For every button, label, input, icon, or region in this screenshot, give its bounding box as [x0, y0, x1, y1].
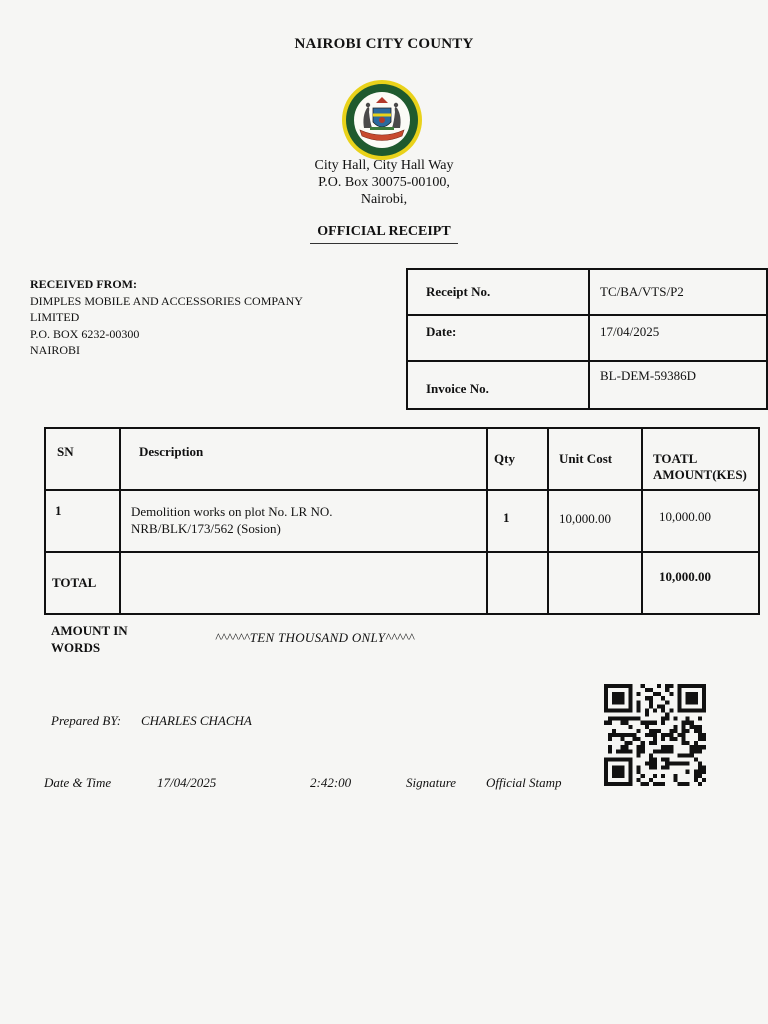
date-value: 17/04/2025: [589, 315, 767, 361]
document-title: OFFICIAL RECEIPT: [310, 224, 458, 244]
payer-line: DIMPLES MOBILE AND ACCESSORIES COMPANY: [30, 293, 303, 308]
address-line: City Hall, City Hall Way: [314, 158, 454, 173]
prepared-by-label: Prepared BY:: [51, 713, 122, 728]
qr-code-icon: [601, 684, 709, 786]
amount-in-words-label-line: AMOUNT IN: [51, 623, 128, 638]
receipt-meta-table: [406, 268, 768, 410]
row-qty: 1: [487, 490, 548, 552]
col-unit-cost-header: Unit Cost: [548, 428, 642, 490]
meta-row-receipt: [407, 269, 767, 315]
meta-row-invoice: [407, 361, 767, 409]
receipt-no-value: TC/BA/VTS/P2: [589, 269, 767, 315]
total-label: TOTAL: [45, 552, 120, 614]
received-from-label: RECEIVED FROM:: [30, 277, 137, 291]
description-line: Demolition works on plot No. LR NO.: [131, 504, 333, 519]
description-line: NRB/BLK/173/562 (Sosion): [131, 521, 281, 536]
row-description: [120, 490, 487, 552]
total-amount: 10,000.00: [642, 552, 759, 614]
meta-row-date: [407, 315, 767, 361]
receipt-no-label: Receipt No.: [407, 269, 589, 315]
col-description-header: Description: [120, 428, 487, 490]
payer-line: LIMITED: [30, 310, 80, 324]
total-empty-cell: [120, 552, 487, 614]
row-sn: 1: [45, 490, 120, 552]
table-total-row: [45, 552, 759, 614]
prepared-by-name: CHARLES CHACHA: [141, 713, 252, 728]
org-title: NAIROBI CITY COUNTY: [294, 36, 474, 52]
table-row: [45, 490, 759, 552]
payer-line: P.O. BOX 6232-00300: [30, 326, 140, 341]
row-unit-cost: 10,000.00: [548, 490, 642, 552]
invoice-no-value: BL-DEM-59386D: [589, 361, 767, 409]
address-line: P.O. Box 30075-00100,: [318, 175, 450, 190]
date-label: Date:: [407, 315, 589, 361]
official-stamp-label: Official Stamp: [486, 775, 562, 790]
amount-in-words-label-line: WORDS: [51, 640, 101, 655]
address-line: Nairobi,: [360, 192, 408, 207]
amount-in-words-value: ^^^^^^TEN THOUSAND ONLY^^^^^: [215, 630, 415, 645]
items-table: [44, 427, 760, 615]
payer-line: NAIROBI: [30, 343, 80, 357]
total-empty-cell: [548, 552, 642, 614]
col-sn-header: SN: [45, 428, 120, 490]
amount-in-words-label: [51, 622, 128, 656]
signature-label: Signature: [406, 775, 457, 790]
footer-date: 17/04/2025: [157, 775, 217, 790]
address-block: [0, 157, 768, 208]
col-qty-header: Qty: [487, 428, 548, 490]
total-empty-cell: [487, 552, 548, 614]
invoice-no-label: Invoice No.: [407, 361, 589, 409]
footer-time: 2:42:00: [310, 775, 352, 790]
table-header-row: [45, 428, 759, 490]
date-time-label: Date & Time: [44, 775, 112, 790]
col-total-header: TOATL AMOUNT(KES): [642, 428, 759, 490]
received-from-block: [30, 276, 303, 359]
county-crest-icon: [340, 78, 424, 162]
row-amount: 10,000.00: [642, 490, 759, 552]
